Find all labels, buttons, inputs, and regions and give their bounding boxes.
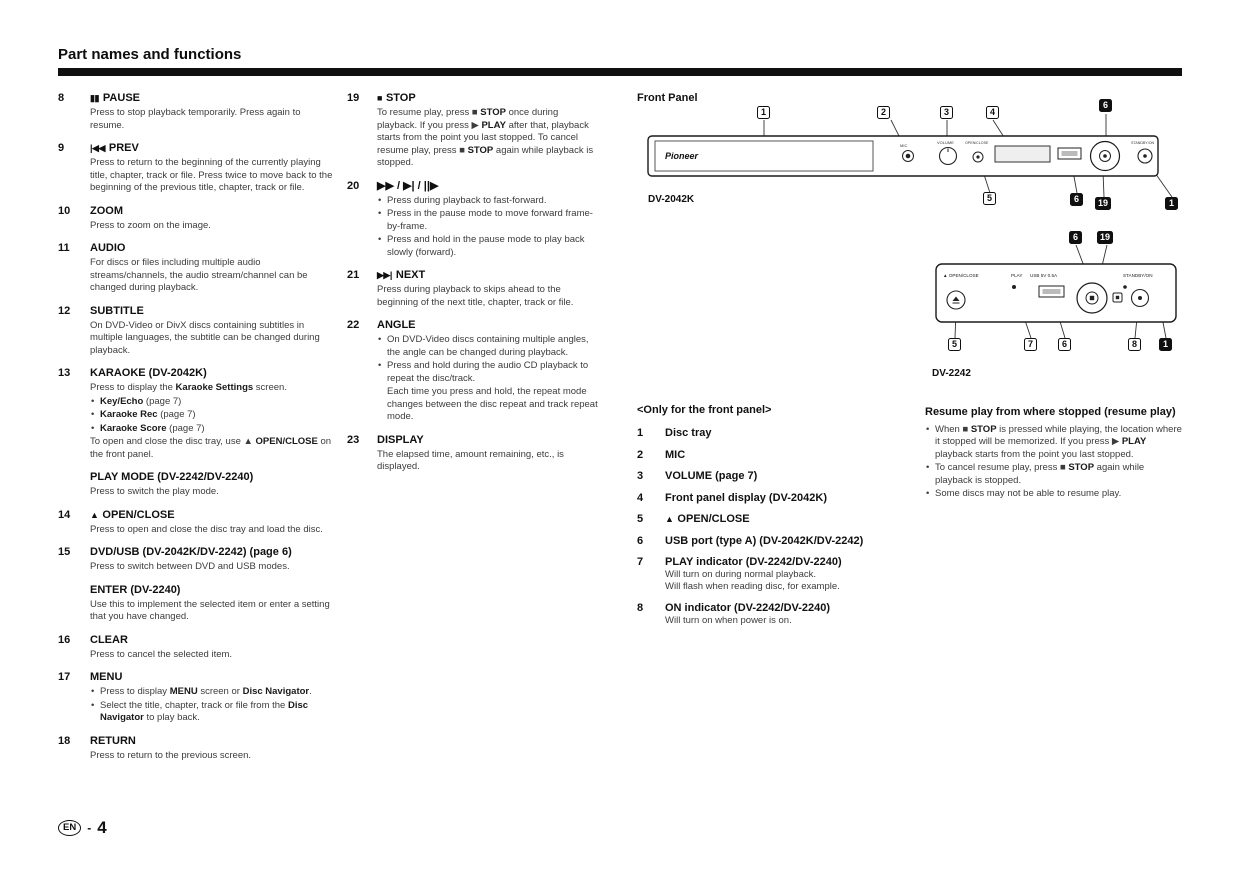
item-body: Press to open and close the disc tray and load the disc.	[90, 523, 323, 535]
item-title: MIC	[665, 448, 686, 461]
item-number: 3	[637, 470, 644, 482]
list-item-on-indicator	[637, 602, 922, 627]
item-body: Will turn on when power is on.	[665, 614, 792, 626]
item-title	[90, 142, 336, 155]
list-item-return	[58, 735, 336, 763]
item-number: 1	[637, 427, 644, 439]
item-number: 7	[637, 556, 644, 568]
item-title	[90, 92, 336, 105]
item-title-text: OPEN/CLOSE	[102, 508, 175, 521]
language-badge: EN	[58, 820, 81, 836]
item-title: ANGLE	[377, 319, 416, 331]
item-body: Press to stop playback temporarily. Press again to resume.	[90, 107, 301, 131]
list-item-menu	[58, 671, 336, 725]
item-body: Press to zoom on the image.	[90, 219, 211, 231]
model-label-dv2042k: DV-2042K	[648, 194, 695, 205]
next-icon: ▶▶|	[377, 270, 392, 280]
list-item-subtitle	[58, 305, 336, 358]
item-number: 8	[58, 92, 65, 104]
item-title-text: NEXT	[395, 269, 426, 281]
bullet-item: • Some discs may not be able to resume play.	[925, 488, 1183, 501]
item-body: Use this to implement the selected item or enter a setting that you have changed.	[90, 598, 330, 622]
list-item-usb-port	[637, 535, 922, 548]
item-number: 19	[347, 92, 360, 104]
callout-badge: 4	[986, 106, 999, 119]
front-panel-diagram-dv2242	[929, 230, 1183, 388]
model-label-dv2242: DV-2242	[932, 368, 971, 379]
item-title: MENU	[90, 671, 123, 683]
callout-badge: 1	[1159, 338, 1172, 351]
open-close-label: OPEN/CLOSE	[965, 141, 989, 145]
item-number: 18	[58, 734, 71, 747]
list-item-zoom	[58, 205, 336, 233]
callout-badge: 6	[1070, 193, 1083, 206]
list-item-open-close	[58, 509, 336, 537]
play-label: PLAY	[1011, 273, 1023, 278]
bullet-item: • Karaoke Rec (page 7)	[90, 409, 336, 422]
footer-separator: -	[87, 821, 92, 835]
list-item-play-indicator	[637, 556, 922, 593]
header-rule	[58, 68, 1182, 76]
callout-badge: 5	[983, 192, 996, 205]
item-title	[665, 513, 922, 526]
resume-play-section	[925, 406, 1183, 502]
item-number: 14	[58, 508, 71, 521]
item-number: 4	[637, 491, 644, 504]
open-close-label: ▲ OPEN/CLOSE	[943, 273, 979, 278]
item-title: Disc tray	[665, 427, 712, 439]
callout-badge: 6	[1099, 99, 1112, 112]
item-number: 16	[58, 633, 71, 646]
list-item-audio	[58, 242, 336, 295]
callout-badge: 6	[1069, 231, 1082, 244]
bullet-item: • Key/Echo (page 7)	[90, 396, 336, 409]
item-number: 20	[347, 179, 360, 192]
item-title	[377, 269, 600, 282]
item-title: Front panel display (DV-2042K)	[665, 491, 827, 504]
callout-badge: 1	[1165, 197, 1178, 210]
bullet-item: • To cancel resume play, press ■ STOP again while playback is stopped.	[925, 462, 1183, 487]
item-body: Press to switch between DVD and USB modes.	[90, 561, 290, 572]
item-body: Press during playback to skips ahead to the beginning of the next title, chapter, track or file.	[377, 284, 574, 308]
item-number: 12	[58, 304, 71, 317]
item-title: DISPLAY	[377, 433, 424, 446]
item-number: 17	[58, 671, 71, 683]
item-body: For discs or files including multiple audio streams/channels, the audio stream/channel can be changed during playback.	[90, 257, 308, 293]
front-panel-list	[637, 404, 922, 635]
usb-label: USB 5V 0.5A	[1030, 273, 1058, 278]
stop-icon: ■	[377, 93, 382, 103]
item-body: The elapsed time, amount remaining, etc., is displayed.	[377, 448, 564, 472]
item-number: 6	[637, 534, 644, 547]
list-item-angle	[347, 319, 600, 424]
front-list-heading: <Only for the front panel>	[637, 404, 772, 416]
item-title: USB port (type A) (DV-2042K/DV-2242)	[665, 534, 864, 547]
item-title: PLAY indicator (DV-2242/DV-2240)	[665, 556, 842, 568]
item-title-text: STOP	[385, 92, 416, 104]
bullet-item: • Press in the pause mode to move forward frame-by-frame.	[377, 208, 600, 233]
callout-badge: 1	[757, 106, 770, 119]
list-item-front-display	[637, 492, 922, 505]
list-item-prev	[58, 142, 336, 195]
bullet-item: • On DVD-Video discs containing multiple angles, the angle can be changed during playback.	[377, 334, 600, 359]
standby-label: STANDBY/ON	[1123, 273, 1153, 278]
list-item-volume	[637, 470, 922, 483]
item-title: DVD/USB (DV-2042K/DV-2242) (page 6)	[90, 546, 292, 558]
front-display-shape	[995, 146, 1050, 162]
page-footer	[58, 818, 107, 838]
item-body: Press to return to the previous screen.	[90, 749, 252, 761]
item-body: To open and close the disc tray, use ▲ OPEN/CLOSE on the front panel.	[90, 436, 332, 460]
item-number: 10	[58, 204, 71, 217]
callout-badge: 7	[1024, 338, 1037, 351]
dv2242-panel-drawing	[929, 230, 1183, 388]
item-title: AUDIO	[90, 242, 126, 254]
item-number: 8	[637, 601, 644, 614]
resume-heading: Resume play from where stopped (resume play)	[925, 406, 1176, 418]
item-title: SUBTITLE	[90, 304, 144, 317]
item-number: 21	[347, 269, 360, 281]
item-title: VOLUME (page 7)	[665, 470, 758, 482]
item-number: 2	[637, 448, 644, 461]
item-number: 5	[637, 513, 644, 525]
list-item-clear	[58, 634, 336, 662]
list-item-fast-forward	[347, 180, 600, 260]
list-item-open-close-front	[637, 513, 922, 526]
left-column	[58, 92, 336, 772]
page-number: 4	[97, 818, 107, 837]
volume-label: VOLUME	[937, 140, 954, 145]
item-number: 23	[347, 433, 360, 446]
fast-forward-icons: ▶▶ / ▶| / ||▶	[377, 179, 439, 192]
bullet-continuation: Each time you press and hold, the repeat mode changes between the disc repeat and track repeat mode.	[387, 386, 598, 422]
list-item-stop	[347, 92, 600, 170]
item-title: CLEAR	[90, 633, 128, 646]
mic-label: MIC	[900, 143, 908, 148]
item-number: 22	[347, 319, 360, 331]
item-body: Press to return to the beginning of the currently playing title, chapter, track or file. Press twice to move back to the beginning of the previous title, chapter, track or file.	[90, 157, 333, 193]
page-title: Part names and functions	[58, 46, 242, 63]
item-body: To resume play, press ■ STOP once during playback. If you press ▶ PLAY after that, playback starts from the point you last stopped. To cancel resume play, press ■ STOP again while playback is stopped.	[377, 107, 594, 168]
bullet-item: • Press and hold during the audio CD playback to repeat the disc/track.	[377, 360, 600, 385]
bullet-item: • When ■ STOP is pressed while playing, the location where it stopped will be memorized. If you press ▶ PLAY playback starts from the point you last stopped.	[925, 424, 1183, 462]
item-title: RETURN	[90, 734, 136, 747]
right-column	[637, 92, 1183, 862]
front-panel-heading: Front Panel	[637, 92, 698, 104]
item-number: 9	[58, 142, 65, 154]
item-body: Press to switch the play mode.	[90, 486, 219, 497]
item-number: 11	[58, 242, 70, 254]
play-indicator-led-shape	[1012, 285, 1016, 289]
item-body: On DVD-Video or DivX discs containing subtitles in multiple languages, the subtitle can be changed during playback.	[90, 319, 320, 356]
standby-label: STANDBY/ON	[1131, 141, 1155, 145]
item-number: 15	[58, 546, 71, 558]
callout-badge: 19	[1097, 231, 1113, 244]
item-title	[377, 92, 600, 105]
list-item-dvd-usb	[58, 546, 336, 624]
item-body: Press to display the Karaoke Settings screen.	[90, 382, 287, 393]
list-item-karaoke	[58, 367, 336, 499]
page-header	[58, 46, 1182, 76]
item-subtitle-enter: ENTER (DV-2240)	[90, 583, 181, 596]
item-number: 13	[58, 367, 71, 379]
item-title-text: PAUSE	[102, 92, 140, 104]
callout-badge: 5	[948, 338, 961, 351]
list-item-mic	[637, 449, 922, 462]
item-subtitle-play-mode: PLAY MODE (DV-2242/DV-2240)	[90, 471, 254, 483]
callout-badge: 2	[877, 106, 890, 119]
bullet-item: • Karaoke Score (page 7)	[90, 423, 336, 436]
middle-column	[347, 92, 600, 484]
item-title	[90, 509, 336, 522]
list-item-pause	[58, 92, 336, 132]
pause-icon: ▮▮	[90, 93, 99, 103]
item-body: Will flash when reading disc, for example.	[665, 581, 840, 592]
item-title-text: PREV	[108, 142, 139, 154]
item-title-text: OPEN/CLOSE	[677, 513, 750, 525]
item-title: KARAOKE (DV-2042K)	[90, 367, 207, 379]
callout-badge: 6	[1058, 338, 1071, 351]
item-title: ON indicator (DV-2242/DV-2240)	[665, 601, 831, 614]
item-body: Will turn on during normal playback.	[665, 569, 817, 580]
bullet-item: • Press and hold in the pause mode to play back slowly (forward).	[377, 234, 600, 259]
front-panel-diagram-dv2042k	[637, 98, 1183, 226]
bullet-item: • Press to display MENU screen or Disc Navigator.	[90, 686, 336, 699]
callout-badge: 8	[1128, 338, 1141, 351]
callout-badge: 3	[940, 106, 953, 119]
item-title: ZOOM	[90, 204, 123, 217]
pioneer-logo: Pioneer	[665, 151, 699, 161]
item-body: Press to cancel the selected item.	[90, 648, 233, 660]
bullet-item: • Press during playback to fast-forward.	[377, 195, 600, 208]
list-item-next	[347, 269, 600, 309]
bullet-item: • Select the title, chapter, track or file from the Disc Navigator to play back.	[90, 700, 336, 725]
eject-icon: ▲	[665, 514, 674, 524]
list-item-disc-tray	[637, 427, 922, 440]
eject-icon: ▲	[90, 509, 99, 520]
on-indicator-led-shape	[1123, 285, 1127, 289]
prev-icon: |◀◀	[90, 143, 105, 153]
list-item-display	[347, 434, 600, 474]
callout-badge: 19	[1095, 197, 1111, 210]
